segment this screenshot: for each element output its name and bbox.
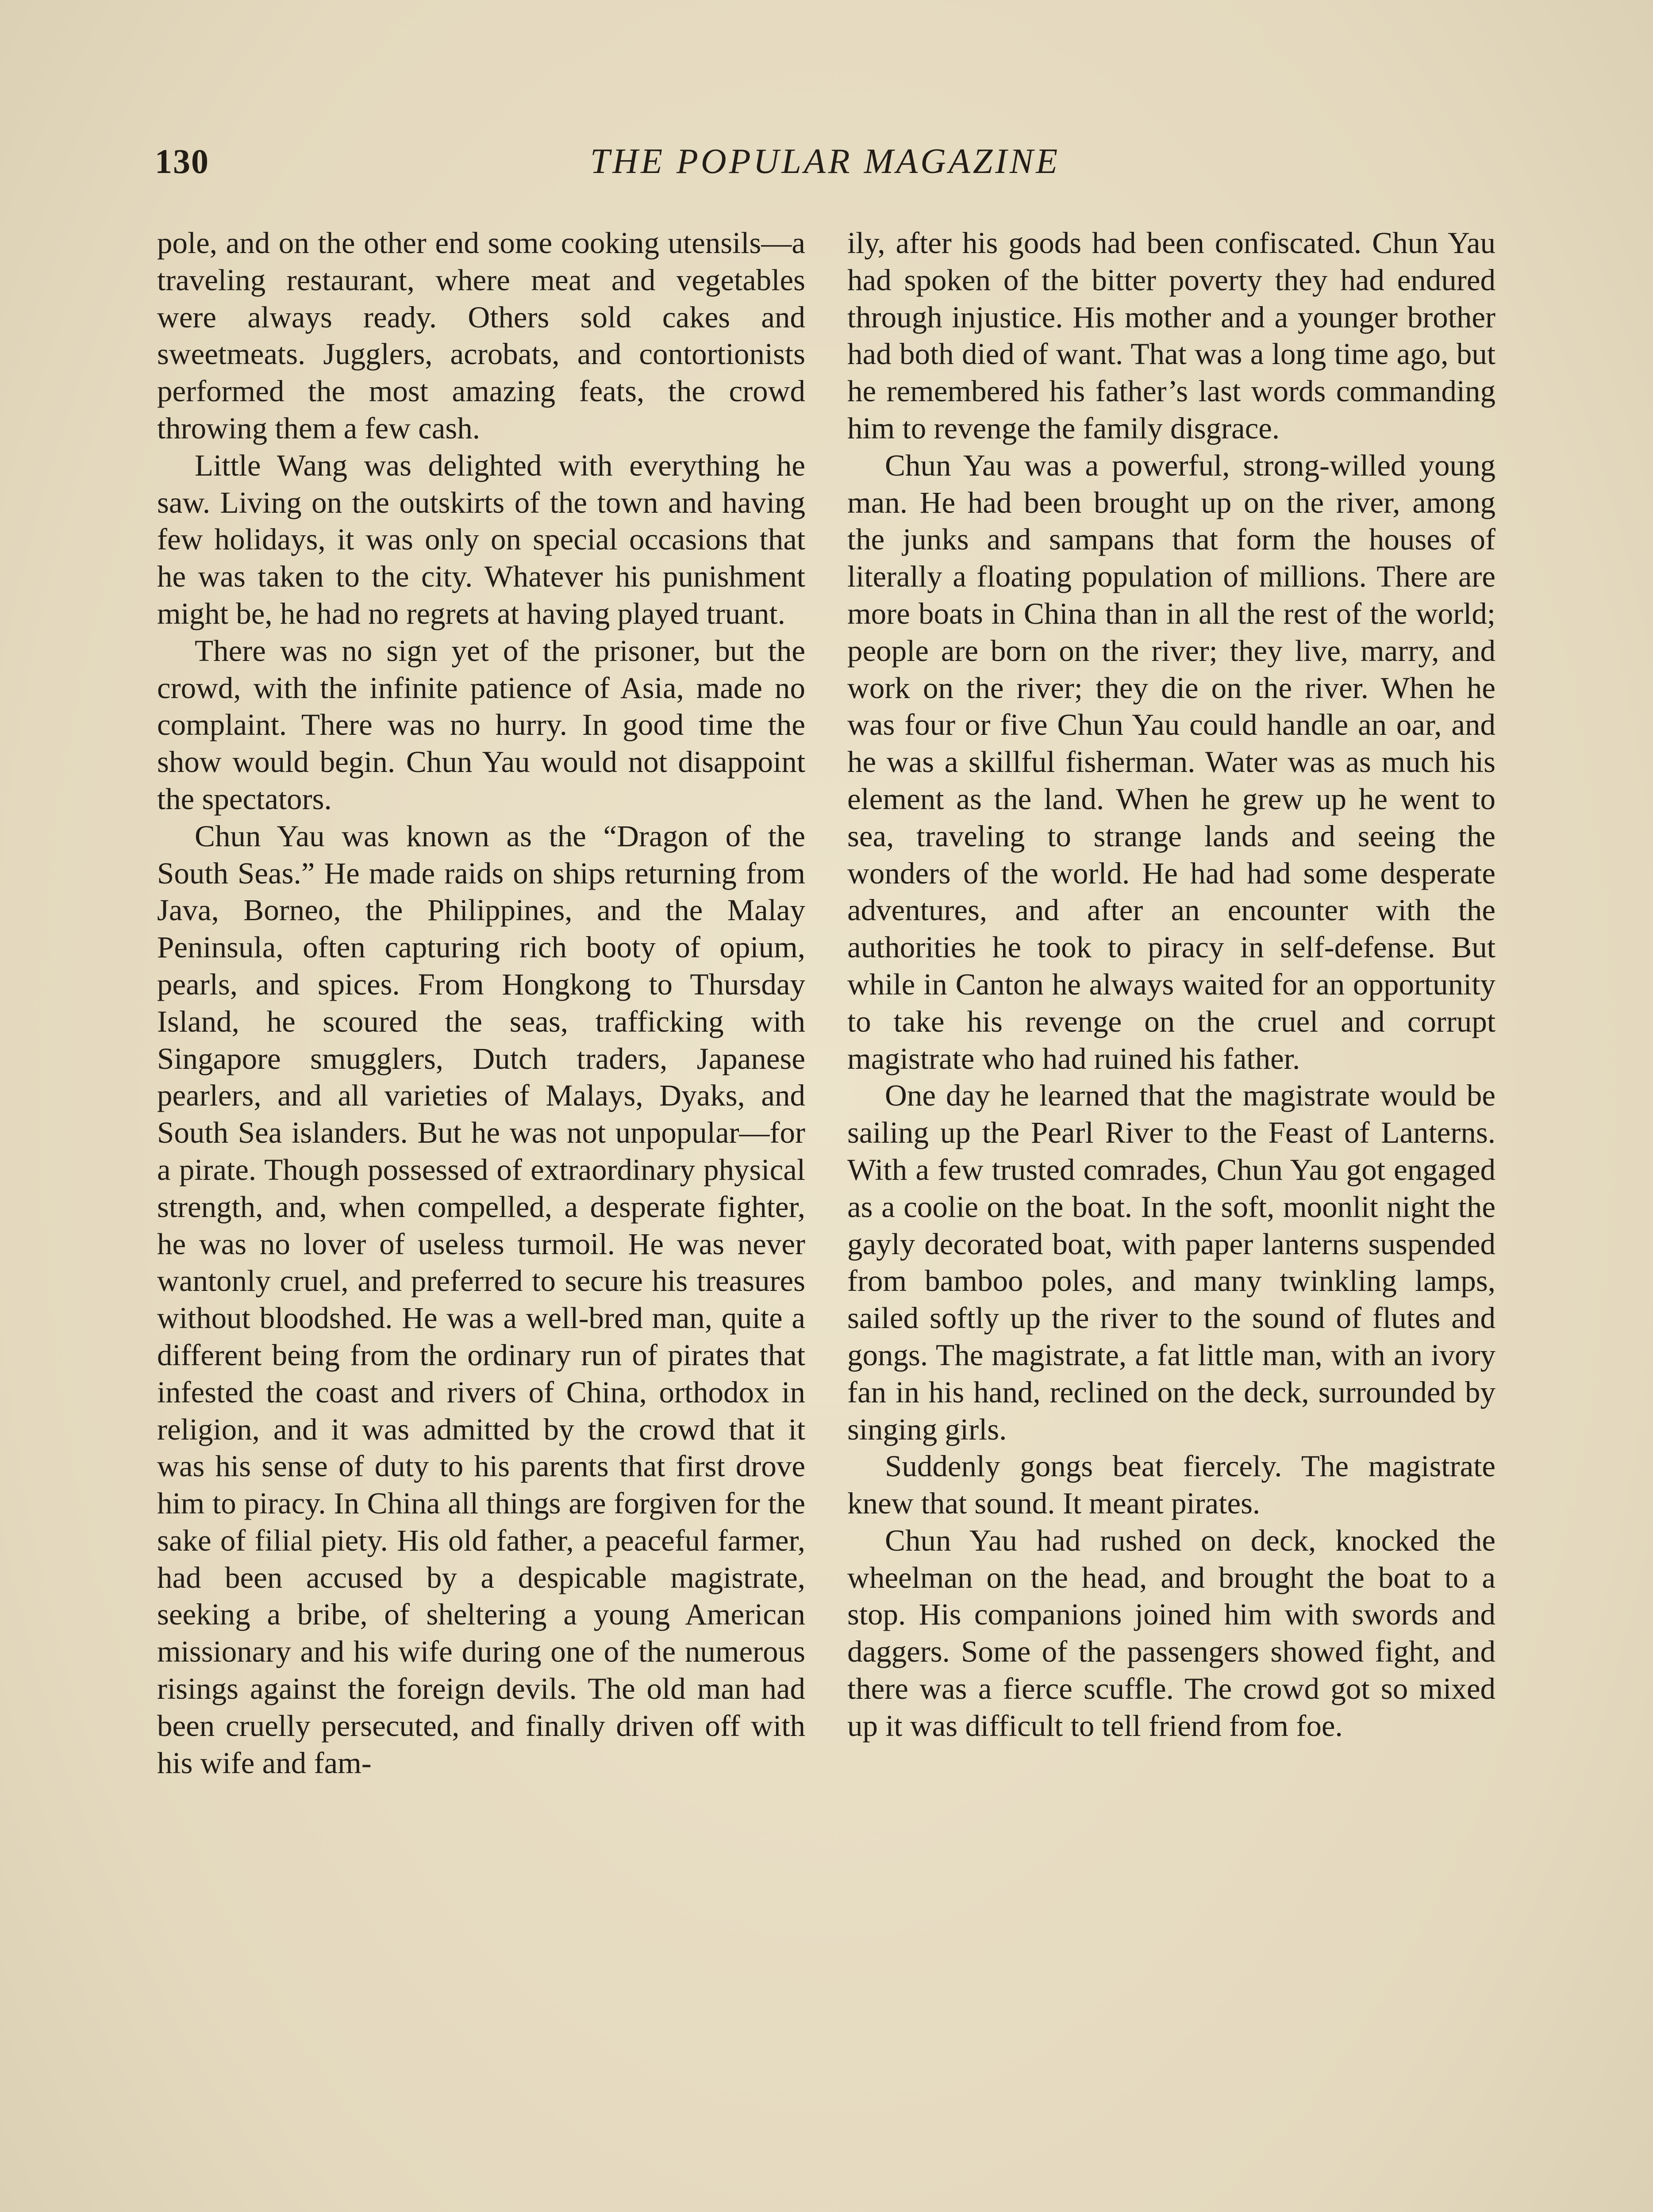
- left-column: [157, 225, 805, 1782]
- page-header: [155, 142, 1495, 190]
- paragraph: pole, and on the other end some cooking utensils—a traveling restaurant, where meat and vegetables were always ready. Others sold cakes and sweetmeats. Jugglers, acrobats, and contortionists performed the most amazing feats, the crowd throwing them a few cash.: [157, 226, 805, 445]
- paragraph: There was no sign yet of the prisoner, but the crowd, with the infinite patience of Asia, made no complaint. There was no hurry. In good time the show would begin. Chun Yau would not disappoint the spectators.: [157, 634, 805, 816]
- paragraph: Little Wang was delighted with everything he saw. Living on the outskirts of the town and having few holidays, it was only on special occasions that he was taken to the city. Whatever his punishment might be, he had no regrets at having played truant.: [157, 448, 805, 630]
- paragraph: Suddenly gongs beat fiercely. The magistrate knew that sound. It meant pirates.: [847, 1449, 1495, 1521]
- paragraph: Chun Yau had rushed on deck, knocked the wheelman on the head, and brought the boat to a stop. His companions joined him with swords and daggers. Some of the passengers showed fight, and there was a fierce scuffle. The crowd got so mixed up it was difficult to tell friend from foe.: [847, 1523, 1495, 1743]
- paragraph: ily, after his goods had been confiscated. Chun Yau had spoken of the bitter poverty they had endured through injustice. His mother and a younger brother had both died of want. That was a long time ago, but he remembered his father’s last words commanding him to revenge the family disgrace.: [847, 226, 1495, 445]
- paragraph: One day he learned that the magistrate would be sailing up the Pearl River to the Feast of Lanterns. With a few trusted comrades, Chun Yau got engaged as a coolie on the boat. In the soft, moonlit night the gayly decorated boat, with paper lanterns suspended from bamboo poles, and many twinkling lamps, sailed softly up the river to the sound of flutes and gongs. The magistrate, a fat little man, with an ivory fan in his hand, reclined on the deck, surrounded by singing girls.: [847, 1079, 1495, 1446]
- running-title: THE POPULAR MAGAZINE: [590, 142, 1061, 181]
- right-column: [847, 225, 1495, 1745]
- paragraph: Chun Yau was a powerful, strong-willed young man. He had been brought up on the river, among the junks and sampans that form the houses of literally a floating population of millions. There are more boats in China than in all the rest of the world; people are born on the river; they live, marry, and work on the river; they die on the river. When he was four or five Chun Yau could handle an oar, and he was a skillful fisherman. Water was as much his element as the land. When he grew up he went to sea, traveling to strange lands and seeing the wonders of the world. He had had some desperate adventures, and after an encounter with the authorities he took to piracy in self-defense. But while in Canton he always waited for an opportunity to take his revenge on the cruel and corrupt magistrate who had ruined his father.: [847, 448, 1495, 1075]
- paragraph: Chun Yau was known as the “Dragon of the South Seas.” He made raids on ships returning from Java, Borneo, the Philippines, and the Malay Peninsula, often capturing rich booty of opium, pearls, and spices. From Hongkong to Thursday Island, he scoured the seas, trafficking with Singapore smugglers, Dutch traders, Japanese pearlers, and all varieties of Malays, Dyaks, and South Sea islanders. But he was not unpopular—for a pirate. Though possessed of extraordinary physical strength, and, when compelled, a desperate fighter, he was no lover of useless turmoil. He was never wantonly cruel, and preferred to secure his treasures without bloodshed. He was a well-bred man, quite a different being from the ordinary run of pirates that infested the coast and rivers of China, orthodox in religion, and it was admitted by the crowd that it was his sense of duty to his parents that first drove him to piracy. In China all things are forgiven for the sake of filial piety. His old father, a peaceful farmer, had been accused by a despicable magistrate, seeking a bribe, of sheltering a young American missionary and his wife during one of the numerous risings against the foreign devils. The old man had been cruelly persecuted, and finally driven off with his wife and fam-: [157, 819, 805, 1780]
- page-number: 130: [155, 142, 209, 180]
